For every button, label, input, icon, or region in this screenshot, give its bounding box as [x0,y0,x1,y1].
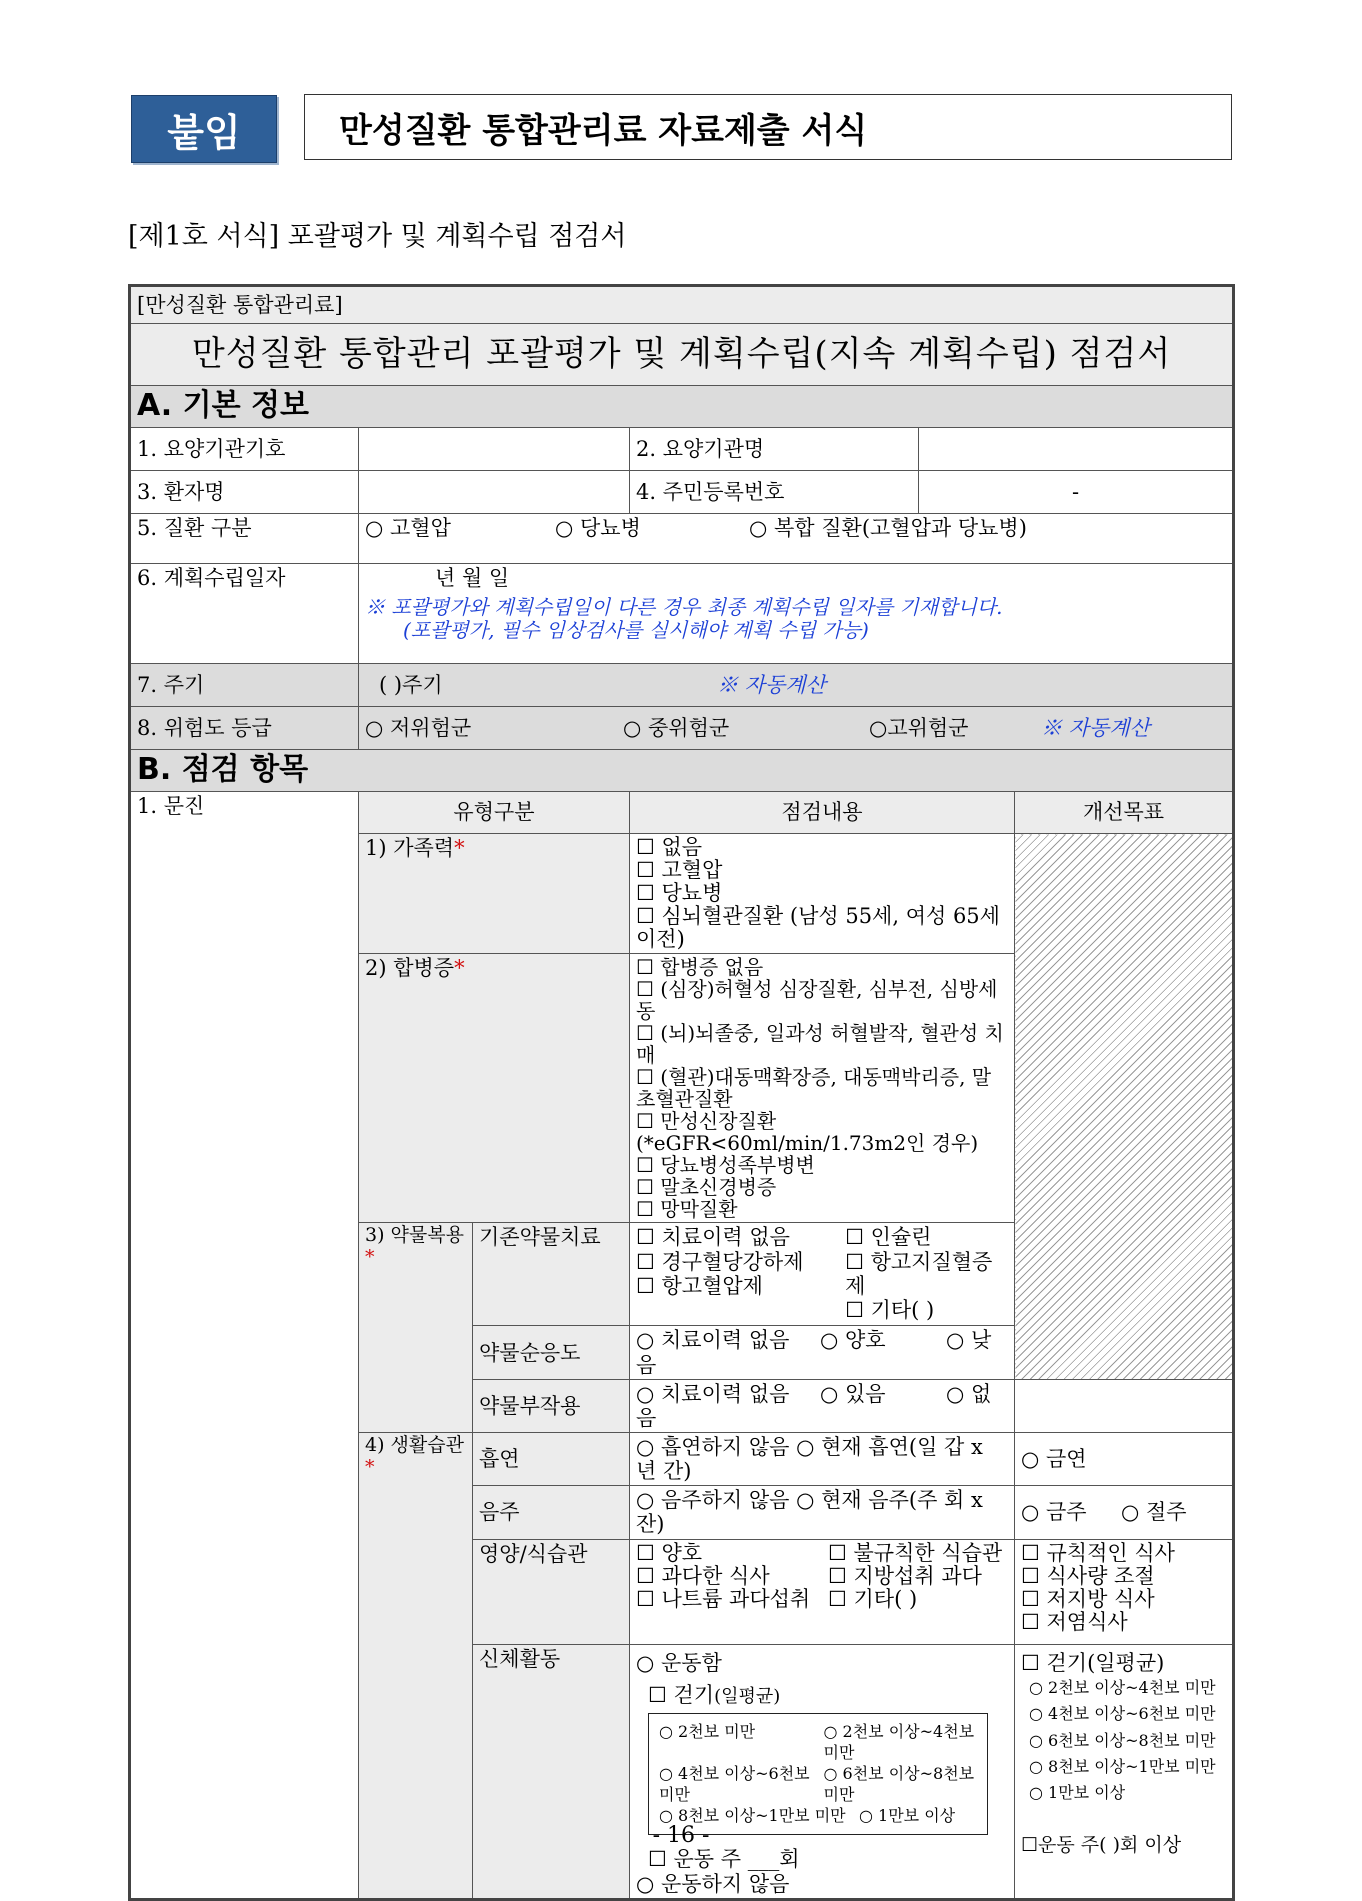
radio-goal-8k-10k[interactable]: ○ 8천보 이상~1만보 미만 [1029,1756,1216,1776]
col-type-header: 유형구분 [359,792,630,834]
check-med-antilipid[interactable]: ☐ 항고지질혈증제 [845,1249,993,1298]
radio-goal-4k-6k[interactable]: ○ 4천보 이상~6천보 미만 [1029,1704,1216,1724]
field-disease-options [359,514,1234,564]
radio-high-risk[interactable]: ○고위험군 [869,715,969,740]
plan-date-note: ※ 포괄평가와 계획수립일이 다른 경우 최종 계획수립 일자를 기재합니다. [365,595,1003,620]
radio-walk-2k-4k[interactable]: ○ 2천보 이상~4천보 미만 [823,1722,975,1763]
check-med-oral[interactable]: ☐ 경구혈당강하제 [636,1249,804,1274]
checklist-form [128,284,1235,1901]
check-complication-vessel[interactable]: ☐ (혈관)대동맥확장증, 대동맥박리증, 말초혈관질환 [636,1065,992,1112]
plan-date-input[interactable]: 년 월 일 [435,566,510,590]
radio-goal-6k-8k[interactable]: ○ 6천보 이상~8천보 미만 [1029,1730,1216,1750]
radio-no-exercise[interactable]: ○ 운동하지 않음 [636,1871,790,1896]
radio-goal-moderate[interactable]: ○ 절주 [1121,1500,1187,1525]
radio-complex-disease[interactable]: ○ 복합 질환(고혈압과 당뇨병) [749,516,1027,540]
radio-walk-4k-6k[interactable]: ○ 4천보 이상~6천보 미만 [659,1764,810,1804]
check-goal-lowfat[interactable]: ☐ 저지방 식사 [1021,1586,1155,1611]
page-number: - 16 - [652,1823,710,1848]
radio-walk-lt2k[interactable]: ○ 2천보 미만 [659,1722,756,1742]
form-title: 만성질환 통합관리 포괄평가 및 계획수립(지속 계획수립) 점검서 [130,324,1234,386]
radio-goal-abstain[interactable]: ○ 금주 [1021,1500,1087,1525]
activity-label: 신체활동 [473,1644,630,1899]
check-family-diabetes[interactable]: ☐ 당뇨병 [636,881,723,906]
check-med-antihypertensive[interactable]: ☐ 항고혈압제 [636,1273,763,1298]
walking-steps-box [648,1713,988,1835]
goal-walking-steps [1021,1675,1226,1807]
radio-adherence-none[interactable]: ○ 치료이력 없음 [636,1328,790,1353]
radio-goal-2k-4k[interactable]: ○ 2천보 이상~4천보 미만 [1029,1677,1216,1697]
check-diet-overeating[interactable]: ☐ 과다한 식사 [636,1563,770,1588]
drinking-goal [1015,1486,1234,1539]
document-title: 만성질환 통합관리료 자료제출 서식 [304,94,1232,160]
radio-walk-10k[interactable]: ○ 1만보 이상 [859,1805,956,1825]
attachment-tag: 붙임 [131,95,277,163]
cycle-value: ( )주기 [379,672,443,697]
check-med-other[interactable]: ☐ 기타( ) [845,1297,935,1322]
complication-label: 2) 합병증* [359,954,630,1223]
existing-medication-label: 기존약물치료 [473,1223,630,1326]
radio-low-risk[interactable]: ○ 저위험군 [365,715,472,740]
check-family-hypertension[interactable]: ☐ 고혈압 [636,858,723,883]
check-family-none[interactable]: ☐ 없음 [636,835,703,859]
check-med-none[interactable]: ☐ 치료이력 없음 [636,1225,790,1250]
smoking-options[interactable]: ○ 흡연하지 않음 ○ 현재 흡연(일 갑 x 년 간) [630,1433,1015,1486]
drinking-label: 음주 [473,1486,630,1539]
check-complication-neuro[interactable]: ☐ 말초신경병증 [636,1175,777,1200]
existing-medication-options [630,1223,1015,1326]
family-history-label: 1) 가족력* [359,834,630,954]
radio-exercise[interactable]: ○ 운동함 [636,1650,722,1675]
field-risk-label: 8. 위험도 등급 [130,707,359,750]
check-complication-retina[interactable]: ☐ 망막질환 [636,1197,738,1222]
adherence-label: 약물순응도 [473,1326,630,1379]
form-category: [만성질환 통합관리료] [130,286,1234,324]
check-family-cardio[interactable]: ☐ 심뇌혈관질환 (남성 55세, 여성 65세 이전) [636,904,1000,952]
form-subtitle: [제1호 서식] 포괄평가 및 계획수립 점검서 [128,221,627,252]
radio-side-none[interactable]: ○ 치료이력 없음 [636,1381,790,1406]
radio-walk-8k-10k[interactable]: ○ 8천보 이상~1만보 미만 [659,1805,846,1825]
side-effect-options [630,1379,1015,1432]
activity-goals [1015,1644,1234,1899]
side-effect-label: 약물부작용 [473,1379,630,1432]
radio-adherence-good[interactable]: ○ 양호 [820,1328,886,1353]
cycle-auto-note: ※ 자동계산 [717,672,826,697]
field-institution-code-input[interactable] [359,428,630,471]
diet-label: 영양/식습관 [473,1539,630,1644]
diet-options [630,1539,1015,1644]
check-diet-fat[interactable]: ☐ 지방섭취 과다 [828,1563,982,1588]
section-a-heading: A. 기본 정보 [130,386,1234,428]
activity-options [630,1644,1015,1899]
field-cycle-label: 7. 주기 [130,664,359,707]
col-goal-header: 개선목표 [1015,792,1234,834]
adherence-options [630,1326,1015,1379]
field-institution-name-input[interactable] [919,428,1234,471]
check-complication-none[interactable]: ☐ 합병증 없음 [636,955,764,980]
check-diet-other[interactable]: ☐ 기타( ) [828,1586,918,1611]
radio-side-yes[interactable]: ○ 있음 [820,1381,886,1406]
field-risk-options [359,707,1234,750]
col-check-header: 점검내용 [630,792,1015,834]
check-diet-good[interactable]: ☐ 양호 [636,1540,703,1565]
field-patient-name-input[interactable] [359,471,630,514]
check-complication-brain[interactable]: ☐ (뇌)뇌졸중, 일과성 허혈발작, 혈관성 치매 [636,1021,1004,1068]
field-institution-name-label: 2. 요양기관명 [630,428,919,471]
check-goal-weekly-exercise[interactable]: ☐운동 주( )회 이상 [1021,1833,1182,1856]
check-goal-lowsalt[interactable]: ☐ 저염식사 [1021,1609,1128,1634]
radio-goal-10k[interactable]: ○ 1만보 이상 [1029,1783,1126,1803]
medication-label: 3) 약물복용* [359,1223,473,1433]
interview-label: 1. 문진 [130,792,359,1900]
section-b-heading: B. 점검 항목 [130,750,1234,792]
plan-date-note-sub: (포괄평가, 필수 임상검사를 실시해야 계획 수립 가능) [403,618,869,643]
field-plan-date [359,564,1234,664]
goal-hatched-area [1015,834,1234,1380]
family-history-options [630,834,1015,954]
check-goal-walking[interactable]: ☐ 걷기(일평균) [1021,1650,1165,1675]
check-complication-heart[interactable]: ☐ (심장)허혈성 심장질환, 심부전, 심방세동 [636,977,998,1024]
drinking-options[interactable]: ○ 음주하지 않음 ○ 현재 음주(주 회 x 잔) [630,1486,1015,1539]
field-patient-name-label: 3. 환자명 [130,471,359,514]
check-med-insulin[interactable]: ☐ 인슐린 [845,1225,932,1250]
check-weekly-exercise[interactable]: ☐ 운동 주 ___회 [648,1847,800,1872]
radio-hypertension[interactable]: ○ 고혈압 [365,516,451,540]
check-diet-sodium[interactable]: ☐ 나트륨 과다섭취 [636,1586,811,1611]
field-resident-number-input[interactable]: - [919,471,1234,514]
field-resident-number-label: 4. 주민등록번호 [630,471,919,514]
radio-mid-risk[interactable]: ○ 중위험군 [623,715,730,740]
radio-adherence-low[interactable]: ○ 낮음 [636,1328,992,1377]
check-diet-irregular[interactable]: ☐ 불규칙한 식습관 [828,1540,1003,1565]
lifestyle-label: 4) 생활습관* [359,1433,473,1900]
radio-side-no[interactable]: ○ 없음 [636,1381,992,1430]
check-goal-portion[interactable]: ☐ 식사량 조절 [1021,1563,1155,1588]
risk-auto-note: ※ 자동계산 [1041,715,1150,740]
check-complication-foot[interactable]: ☐ 당뇨병성족부병변 [636,1153,815,1178]
field-plan-date-label: 6. 계획수립일자 [130,564,359,664]
diet-goals [1015,1539,1234,1644]
field-disease-label: 5. 질환 구분 [130,514,359,564]
smoking-goal[interactable]: ○ 금연 [1015,1433,1234,1486]
check-walking[interactable]: ☐ 걷기(일평균) [648,1682,781,1707]
radio-diabetes[interactable]: ○ 당뇨병 [555,516,641,540]
field-institution-code-label: 1. 요양기관기호 [130,428,359,471]
field-cycle [359,664,1234,707]
check-complication-kidney[interactable]: ☐ 만성신장질환(*eGFR<60ml/min/1.73m2인 경우) [636,1109,979,1156]
smoking-label: 흡연 [473,1433,630,1486]
complication-options [630,954,1015,1223]
check-goal-regular[interactable]: ☐ 규칙적인 식사 [1021,1540,1175,1565]
radio-walk-6k-8k[interactable]: ○ 6천보 이상~8천보 미만 [823,1764,975,1804]
